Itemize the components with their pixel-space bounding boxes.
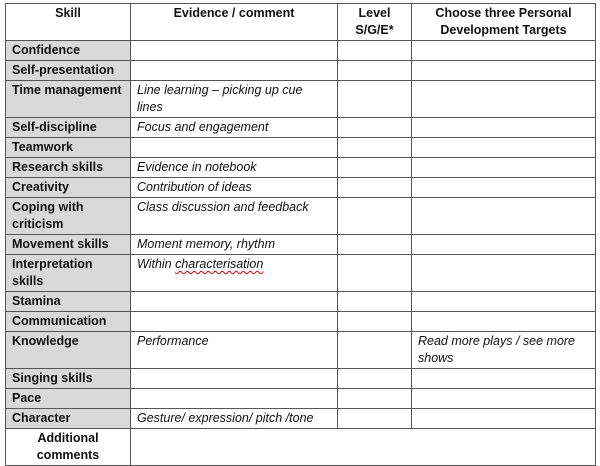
table-row (6, 158, 596, 178)
evidence-cell[interactable] (131, 255, 338, 292)
target-cell[interactable] (412, 81, 596, 118)
target-cell[interactable] (412, 235, 596, 255)
target-cell[interactable] (412, 198, 596, 235)
additional-comments-row (6, 429, 596, 466)
evidence-cell[interactable] (131, 292, 338, 312)
table-row (6, 369, 596, 389)
evidence-cell[interactable] (131, 198, 338, 235)
table-row (6, 312, 596, 332)
target-cell[interactable] (412, 292, 596, 312)
skill-cell-text: Coping with criticism (12, 200, 84, 231)
level-cell[interactable] (338, 312, 412, 332)
skill-cell-text: Knowledge (12, 334, 79, 348)
level-cell[interactable] (338, 61, 412, 81)
target-cell[interactable] (412, 41, 596, 61)
level-cell[interactable] (338, 198, 412, 235)
level-cell[interactable] (338, 235, 412, 255)
evidence-cell[interactable] (131, 61, 338, 81)
evidence-cell[interactable] (131, 312, 338, 332)
evidence-cell[interactable] (131, 158, 338, 178)
skill-cell (6, 198, 131, 235)
skill-cell-text: Interpretation skills (12, 257, 93, 288)
evidence-cell-text: Class discussion and feedback (137, 200, 309, 214)
table-row (6, 81, 596, 118)
level-cell[interactable] (338, 369, 412, 389)
target-cell-text: Read more plays / see more shows (418, 334, 576, 365)
level-cell[interactable] (338, 332, 412, 369)
table-row (6, 198, 596, 235)
level-cell[interactable] (338, 118, 412, 138)
level-cell[interactable] (338, 81, 412, 118)
evidence-cell-text: Evidence in notebook (137, 160, 257, 174)
skill-cell (6, 409, 131, 429)
skill-cell-text: Singing skills (12, 371, 93, 385)
header-skill: Skill (6, 4, 131, 41)
evidence-cell[interactable] (131, 389, 338, 409)
table-row (6, 118, 596, 138)
skills-table (5, 3, 596, 466)
skill-cell-text: Research skills (12, 160, 104, 174)
table-row (6, 235, 596, 255)
evidence-cell[interactable] (131, 332, 338, 369)
skill-cell (6, 312, 131, 332)
table-row (6, 389, 596, 409)
evidence-cell[interactable] (131, 178, 338, 198)
level-cell[interactable] (338, 409, 412, 429)
skill-cell (6, 235, 131, 255)
evidence-cell-text: Gesture/ expression/ pitch /tone (137, 411, 314, 425)
skill-cell-text: Pace (12, 391, 42, 405)
skill-cell (6, 292, 131, 312)
table-row (6, 178, 596, 198)
skill-cell (6, 138, 131, 158)
target-cell[interactable] (412, 138, 596, 158)
skill-cell-text: Teamwork (12, 140, 73, 154)
header-row (6, 4, 596, 41)
table-row (6, 61, 596, 81)
level-cell[interactable] (338, 292, 412, 312)
skill-cell-text: Confidence (12, 43, 81, 57)
evidence-cell-text: Line learning – picking up cue lines (137, 83, 303, 114)
evidence-cell[interactable] (131, 41, 338, 61)
evidence-cell-text: Performance (137, 334, 209, 348)
additional-comments-label: Additional comments (6, 429, 131, 466)
skill-cell (6, 118, 131, 138)
additional-comments-field[interactable] (131, 429, 596, 466)
evidence-cell-text: Focus and engagement (137, 120, 269, 134)
target-cell[interactable] (412, 389, 596, 409)
evidence-cell-text: Moment memory, rhythm (137, 237, 275, 251)
evidence-cell[interactable] (131, 138, 338, 158)
table-row (6, 332, 596, 369)
skill-cell (6, 41, 131, 61)
target-cell[interactable] (412, 178, 596, 198)
skill-cell-text: Time management (12, 83, 122, 97)
evidence-cell[interactable] (131, 118, 338, 138)
skill-cell-text: Stamina (12, 294, 61, 308)
evidence-cell-text: Contribution of ideas (137, 180, 252, 194)
table-row (6, 138, 596, 158)
target-cell[interactable] (412, 158, 596, 178)
skill-cell-text: Character (12, 411, 71, 425)
target-cell[interactable] (412, 369, 596, 389)
table-row (6, 255, 596, 292)
skill-cell (6, 178, 131, 198)
skill-cell (6, 61, 131, 81)
target-cell[interactable] (412, 61, 596, 81)
level-cell[interactable] (338, 389, 412, 409)
table-row (6, 41, 596, 61)
skill-cell (6, 389, 131, 409)
header-level: Level S/G/E* (338, 4, 412, 41)
table-row (6, 292, 596, 312)
skill-cell (6, 332, 131, 369)
evidence-cell-text: Within characterisation (137, 257, 264, 271)
skill-cell-text: Self-discipline (12, 120, 97, 134)
skill-cell-text: Communication (12, 314, 107, 328)
header-targets: Choose three Personal Development Targets (412, 4, 596, 41)
evidence-cell[interactable] (131, 409, 338, 429)
level-cell[interactable] (338, 255, 412, 292)
level-cell[interactable] (338, 41, 412, 61)
level-cell[interactable] (338, 138, 412, 158)
target-cell[interactable] (412, 409, 596, 429)
level-cell[interactable] (338, 158, 412, 178)
target-cell[interactable] (412, 255, 596, 292)
skill-cell-text: Creativity (12, 180, 69, 194)
header-evidence: Evidence / comment (131, 4, 338, 41)
skill-cell-text: Self-presentation (12, 63, 115, 77)
evidence-cell[interactable] (131, 369, 338, 389)
skill-cell (6, 255, 131, 292)
skill-cell-text: Movement skills (12, 237, 109, 251)
target-cell[interactable] (412, 312, 596, 332)
evidence-cell[interactable] (131, 235, 338, 255)
target-cell[interactable] (412, 118, 596, 138)
evidence-cell[interactable] (131, 81, 338, 118)
level-cell[interactable] (338, 178, 412, 198)
skill-cell (6, 158, 131, 178)
skill-cell (6, 369, 131, 389)
target-cell[interactable] (412, 332, 596, 369)
skill-cell (6, 81, 131, 118)
table-row (6, 409, 596, 429)
